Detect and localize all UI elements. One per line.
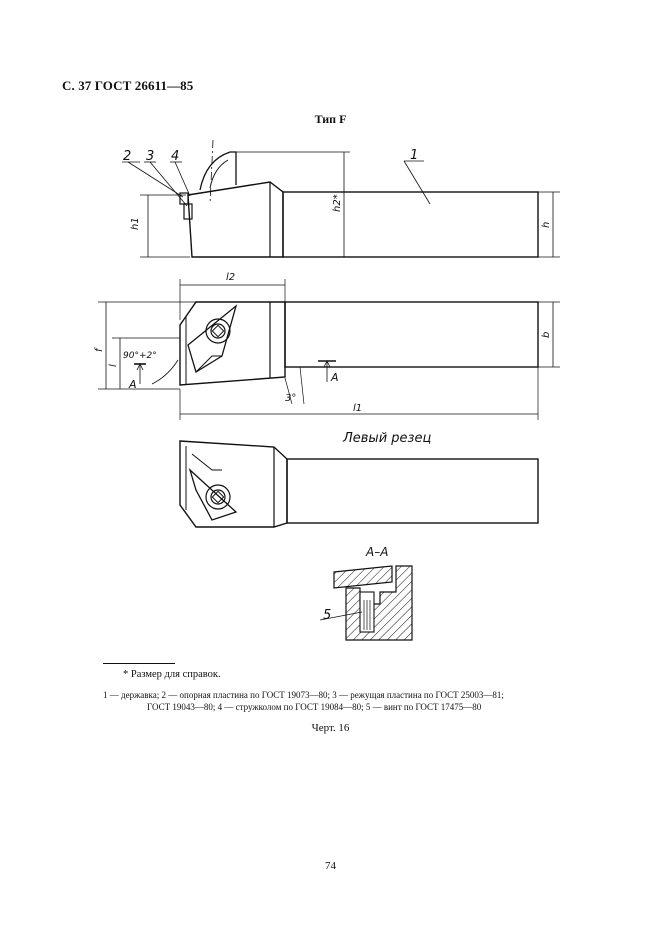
- screw-inner-left: [211, 490, 225, 504]
- shank-left: [287, 459, 538, 523]
- type-title: Тип F: [314, 112, 347, 126]
- section-insert: [334, 566, 392, 588]
- leader-1: [404, 161, 430, 204]
- left-cutter-title: Левый резец: [343, 431, 432, 446]
- insert-left: [190, 470, 236, 520]
- label-h1: h1: [130, 217, 141, 230]
- head-side: [188, 182, 283, 257]
- label-angle-3: 3°: [285, 393, 297, 404]
- footnote: * Размер для справок.: [123, 669, 221, 680]
- page-header: С. 37 ГОСТ 26611—85: [62, 78, 194, 93]
- label-b: b: [541, 331, 552, 338]
- insert-top: [188, 306, 236, 372]
- leader-4: [175, 162, 190, 196]
- head-left: [180, 441, 287, 527]
- parts-legend: [103, 689, 563, 713]
- leader-3: [150, 162, 187, 206]
- label-h2: h2*: [332, 194, 343, 212]
- support-plate-2: [184, 204, 192, 219]
- label-f: f: [94, 348, 105, 352]
- left-cutter-view: [180, 441, 538, 527]
- label-l: l: [108, 364, 119, 367]
- label-section-a-left: A: [129, 378, 137, 391]
- section-a-a: [320, 566, 412, 640]
- label-part-3: 3: [146, 149, 155, 164]
- section-title: А–А: [366, 545, 389, 559]
- screw-inner: [211, 324, 225, 338]
- label-part-5: 5: [323, 608, 332, 623]
- shank-side: [283, 192, 538, 257]
- label-angle-90: 90°+2°: [123, 351, 157, 361]
- footnote-rule: [103, 663, 175, 664]
- label-part-1: 1: [410, 148, 419, 163]
- clamp-axis: [210, 140, 213, 204]
- legend-line-1: 1 — державка; 2 — опорная пластина по ГОСТ 19073—80; 3 — режущая пластина по ГОСТ 25003—81;: [103, 690, 504, 700]
- top-view: [98, 279, 560, 420]
- label-l2: l2: [226, 272, 236, 283]
- label-section-a-right: A: [331, 371, 339, 384]
- label-part-2: 2: [123, 149, 132, 164]
- label-l1: l1: [353, 403, 363, 414]
- screw-outer: [206, 319, 230, 343]
- clamp-arc: [200, 152, 236, 190]
- page-number: 74: [325, 860, 336, 872]
- angle-arc-90: [152, 360, 178, 384]
- clamp-inner: [210, 160, 228, 188]
- label-part-4: 4: [171, 149, 180, 164]
- screw-outer-left: [206, 485, 230, 509]
- figure-caption: Черт. 16: [311, 722, 350, 734]
- shank-top: [285, 302, 538, 367]
- legend-line-2: ГОСТ 19043—80; 4 — стружколом по ГОСТ 19084—80; 5 — винт по ГОСТ 17475—80: [147, 702, 482, 712]
- label-h: h: [541, 221, 552, 228]
